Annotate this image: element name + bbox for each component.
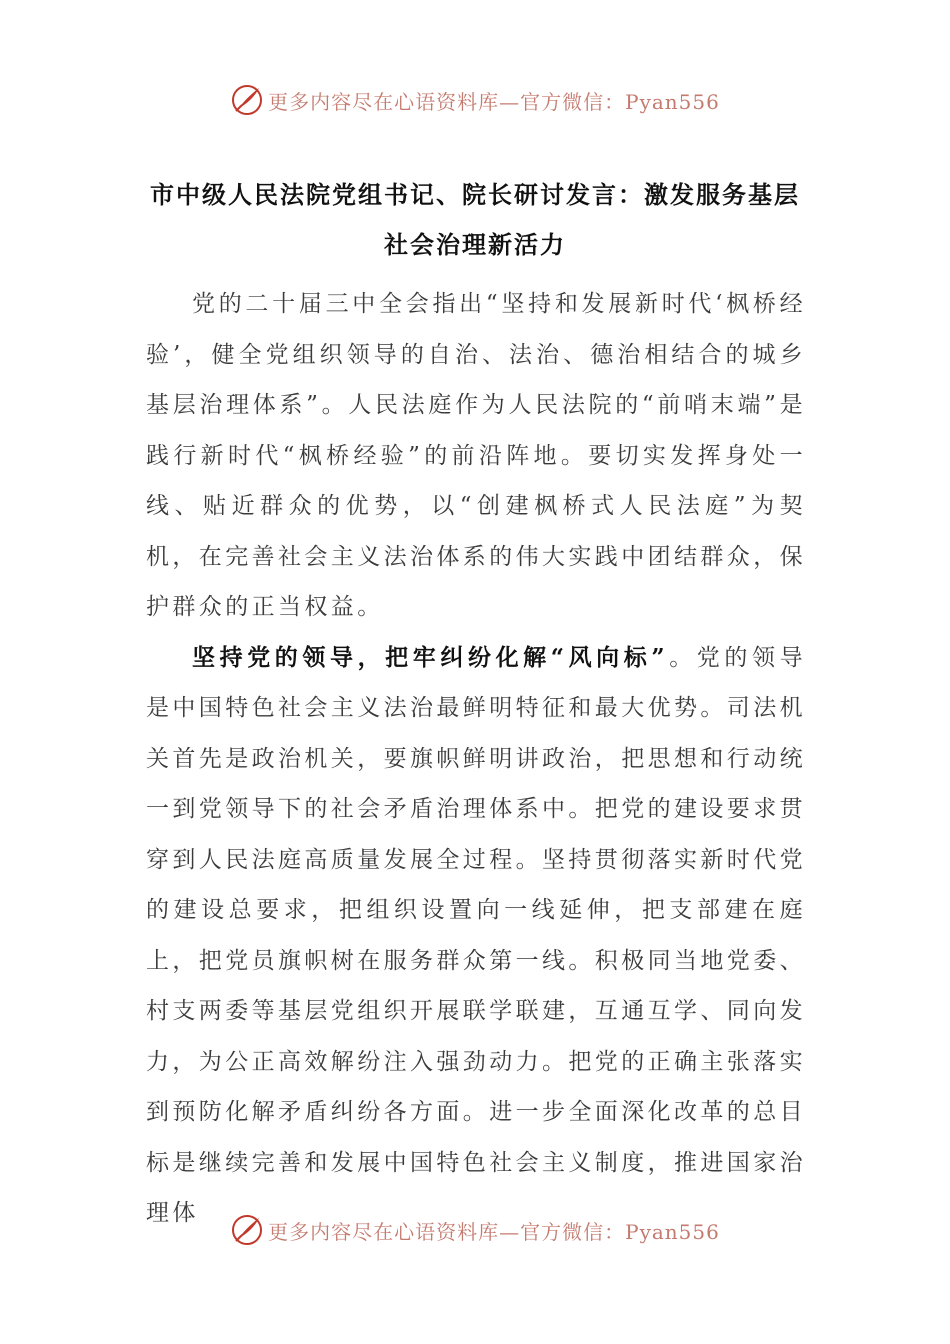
watermark-text: 更多内容尽在心语资料库—官方微信：Pyan556 xyxy=(268,89,720,114)
quill-pen-logo-icon xyxy=(230,1213,264,1247)
watermark-text: 更多内容尽在心语资料库—官方微信：Pyan556 xyxy=(268,1219,720,1244)
document-body xyxy=(146,279,806,1239)
paragraph-2 xyxy=(146,633,806,1239)
document-title-line-2: 社会治理新活力 xyxy=(384,230,566,259)
paragraph-2-body: 。党的领导是中国特色社会主义法治最鲜明特征和最大优势。司法机关首先是政治机关，要旗帜鲜明讲政治，把思想和行动统一到党领导下的社会矛盾治理体系中。把党的建设要求贯穿到人民法庭高质量发展全过程。坚持贯彻落实新时代党的建设总要求，把组织设置向一线延伸，把支部建在庭上，把党员旗帜树在服务群众第一线。积极同当地党委、村支两委等基层党组织开展联学联建，互通互学、同向发力，为公正高效解纷注入强劲动力。把党的正确主张落实到预防化解矛盾纠纷各方面。进一步全面深化改革的总目标是继续完善和发展中国特色社会主义制度，推进国家治理体 xyxy=(146,644,806,1226)
paragraph-2-heading: 坚持党的领导，把牢纠纷化解“风向标” xyxy=(192,643,669,671)
paragraph-1: 党的二十届三中全会指出“坚持和发展新时代‘枫桥经验’，健全党组织领导的自治、法治、德治相结合的城乡基层治理体系”。人民法庭作为人民法院的“前哨末端”是践行新时代“枫桥经验”的前沿阵地。要切实发挥身处一线、贴近群众的优势，以“创建枫桥式人民法庭”为契机，在完善社会主义法治体系的伟大实践中团结群众，保护群众的正当权益。 xyxy=(146,291,806,620)
footer-watermark-banner xyxy=(0,1210,950,1250)
quill-pen-logo-icon xyxy=(230,83,264,117)
document-title-line-1: 市中级人民法院党组书记、院长研讨发言：激发服务基层 xyxy=(150,180,800,209)
header-watermark-banner xyxy=(0,80,950,120)
